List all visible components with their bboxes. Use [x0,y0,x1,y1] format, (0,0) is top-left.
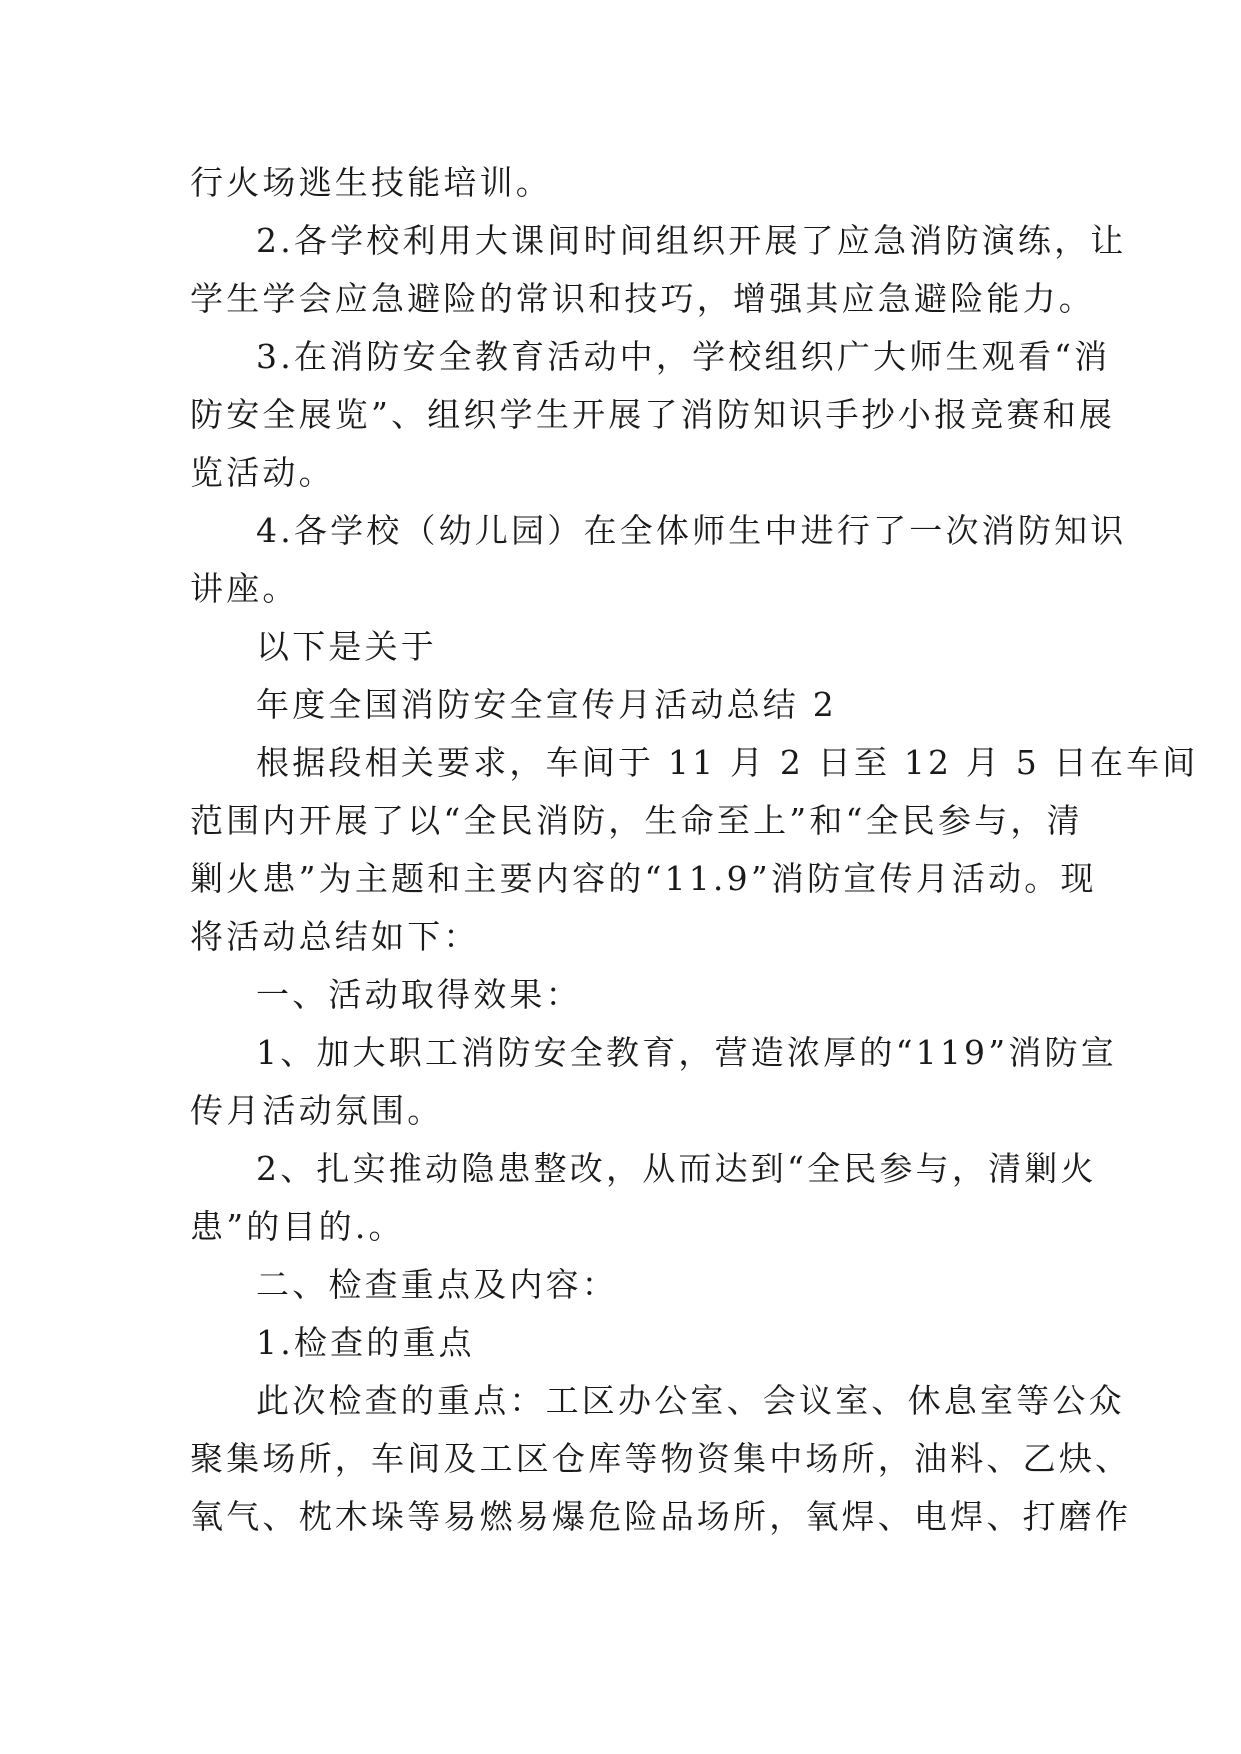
text-line: 以下是关于 [256,627,437,666]
text-line: 览活动。 [190,453,335,492]
text-line: 传月活动氛围。 [190,1091,444,1130]
text-line: 将活动总结如下： [190,917,480,956]
text-line: 2、扎实推动隐患整改，从而达到“全民参与，清剿火 [256,1149,1097,1188]
text-line: 1、加大职工消防安全教育，营造浓厚的“119”消防宣 [256,1033,1117,1072]
text-line: 聚集场所，车间及工区仓库等物资集中场所，油料、乙炔、 [190,1439,1132,1478]
section-heading: 二、检查重点及内容： [256,1265,618,1304]
text-line: 讲座。 [190,569,299,608]
text-line: 范围内开展了以“全民消防，生命至上”和“全民参与，清 [190,801,1083,840]
text-line: 学生学会应急避险的常识和技巧，增强其应急避险能力。 [190,279,1095,318]
text-line: 根据段相关要求，车间于 11 月 2 日至 12 月 5 日在车间 [256,743,1199,782]
section-title: 年度全国消防安全宣传月活动总结 2 [256,685,837,724]
text-line: 行火场逃生技能培训。 [190,163,552,202]
text-line: 氧气、枕木垛等易燃易爆危险品场所，氧焊、电焊、打磨作 [190,1497,1132,1536]
subsection-heading: 1.检查的重点 [256,1323,475,1362]
section-heading: 一、活动取得效果： [256,975,582,1014]
text-line: 此次检查的重点：工区办公室、会议室、休息室等公众 [256,1381,1125,1420]
text-line: 患”的目的.。 [190,1207,405,1246]
text-line: 防安全展览”、组织学生开展了消防知识手抄小报竞赛和展 [190,395,1116,434]
text-line: 2.各学校利用大课间时间组织开展了应急消防演练，让 [256,221,1127,260]
text-line: 3.在消防安全教育活动中，学校组织广大师生观看“消 [256,337,1111,376]
text-line: 4.各学校（幼儿园）在全体师生中进行了一次消防知识 [256,511,1127,550]
text-line: 剿火患”为主题和主要内容的“11.9”消防宣传月活动。现 [190,859,1097,898]
